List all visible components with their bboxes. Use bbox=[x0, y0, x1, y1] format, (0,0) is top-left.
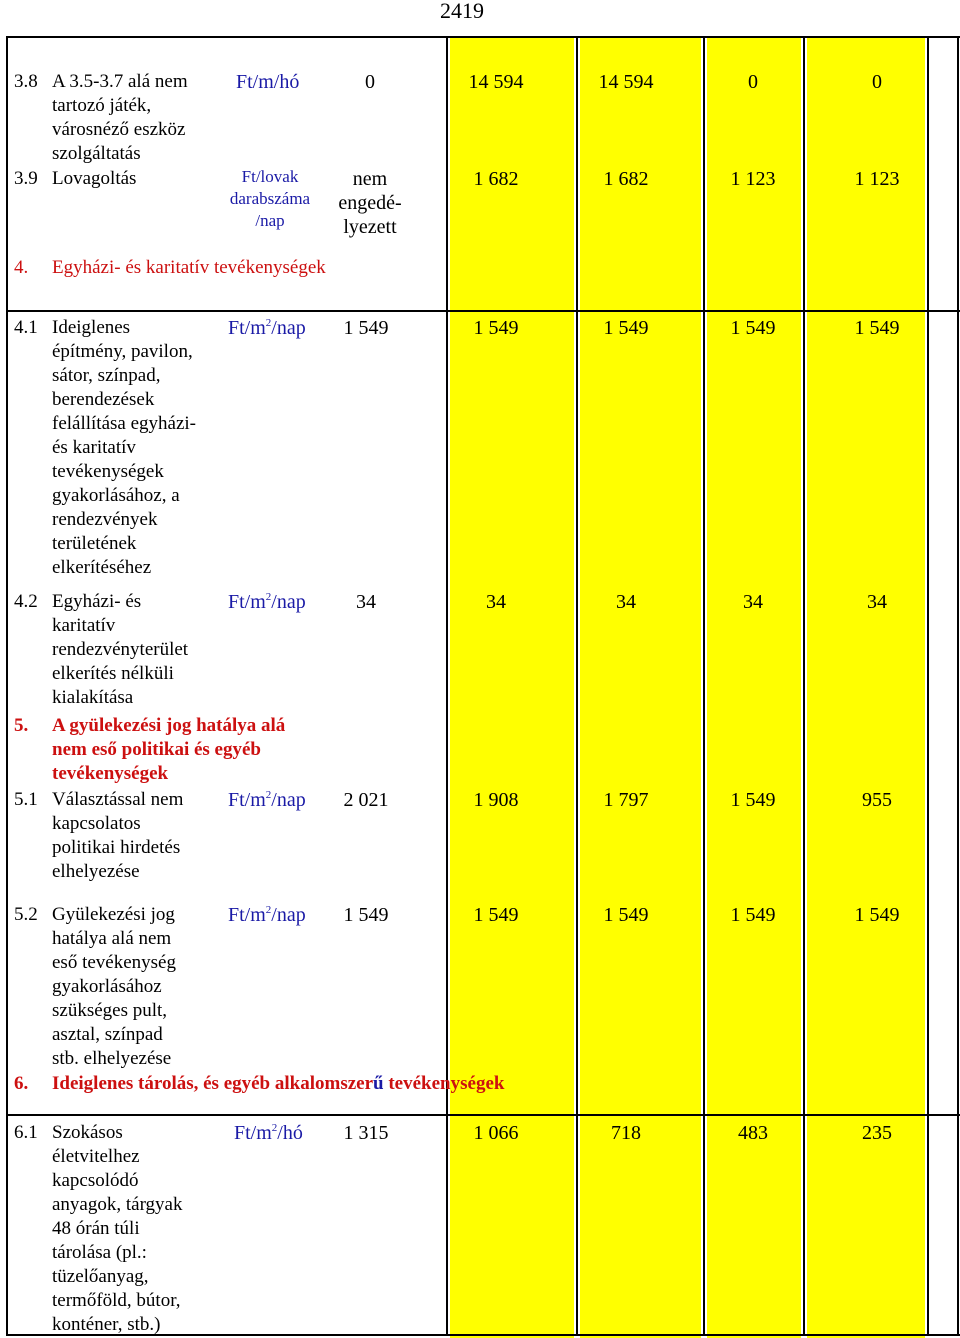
row-value-5-2-col-2: 1 549 bbox=[473, 904, 519, 926]
section-6-title-mid: ű bbox=[373, 1073, 384, 1094]
section-6-title bbox=[52, 1072, 504, 1096]
row-value-5-1-col-1: 2 021 bbox=[343, 789, 389, 811]
row-desc-6-1-line-9: konténer, stb.) bbox=[52, 1314, 161, 1335]
row-desc-5-2-line-1: Gyülekezési jog bbox=[52, 904, 175, 925]
row-value-4-1-col-3: 1 549 bbox=[603, 317, 649, 339]
row-desc-4-2-line-1: Egyházi- és bbox=[52, 591, 142, 612]
row-id-3-9: 3.9 bbox=[14, 168, 38, 189]
row-desc-4-1-line-3: sátor, színpad, bbox=[52, 365, 161, 386]
row-desc-4-1-line-4: berendezések bbox=[52, 389, 155, 410]
row-value-3-8-col-1: 0 bbox=[365, 71, 375, 93]
section-4-number: 4. bbox=[14, 257, 29, 278]
row-unit-3-9-line-1: Ft/lovak bbox=[241, 167, 299, 186]
section-4-title: Egyházi- és karitatív tevékenységek bbox=[52, 257, 326, 278]
row-unit-3-9-line-3: /nap bbox=[255, 211, 285, 230]
row-value-4-1-col-1: 1 549 bbox=[343, 317, 389, 339]
section-6-divider bbox=[6, 1114, 960, 1116]
row-value-6-1-col-2: 1 066 bbox=[473, 1122, 519, 1144]
row-desc-4-1-line-5: felállítása egyházi- bbox=[52, 413, 197, 434]
section-4-divider bbox=[6, 310, 960, 312]
row-desc-4-1-line-2: építmény, pavilon, bbox=[52, 341, 193, 362]
row-value-3-8-col-4: 0 bbox=[748, 71, 758, 93]
section-5-title-line-1: A gyülekezési jog hatálya alá bbox=[52, 715, 286, 736]
row-desc-6-1-line-7: tüzelőanyag, bbox=[52, 1266, 149, 1287]
section-6-number: 6. bbox=[14, 1073, 29, 1094]
row-desc-6-1-line-3: kapcsolódó bbox=[52, 1170, 139, 1191]
row-unit-3-8: Ft/m/hó bbox=[236, 71, 300, 93]
section-6-title-suffix: tevékenységek bbox=[383, 1073, 505, 1094]
row-value-6-1-col-1: 1 315 bbox=[343, 1122, 389, 1144]
row-value-5-1-col-3: 1 797 bbox=[603, 789, 649, 811]
row-desc-5-2-line-2: hatálya alá nem bbox=[52, 928, 172, 949]
row-desc-6-1-line-5: 48 órán túli bbox=[52, 1218, 140, 1239]
row-value-4-2-col-2: 34 bbox=[486, 591, 506, 613]
table-right-border bbox=[957, 36, 959, 1336]
row-id-4-1: 4.1 bbox=[14, 317, 38, 338]
row-value-5-2-col-4: 1 549 bbox=[730, 904, 776, 926]
row-desc-5-2-line-5: szükséges pult, bbox=[52, 1000, 168, 1021]
row-desc-4-2-line-2: karitatív bbox=[52, 615, 116, 636]
row-unit-3-9-line-2: darabszáma bbox=[229, 189, 311, 208]
row-value-5-1-col-2: 1 908 bbox=[473, 789, 519, 811]
row-value-4-2-col-4: 34 bbox=[743, 591, 763, 613]
row-value-4-1-col-5: 1 549 bbox=[854, 317, 900, 339]
row-desc-3-8-line-3: városnéző eszköz bbox=[52, 119, 186, 140]
row-desc-4-1-line-10: területének bbox=[52, 533, 137, 554]
row-value-3-9-col-5: 1 123 bbox=[854, 168, 900, 190]
row-value-5-1-col-5: 955 bbox=[862, 789, 892, 811]
row-value-3-8-col-3: 14 594 bbox=[598, 71, 654, 93]
row-desc-6-1-line-1: Szokásos bbox=[52, 1122, 123, 1143]
row-value-4-1-col-4: 1 549 bbox=[730, 317, 776, 339]
row-value-6-1-col-5: 235 bbox=[862, 1122, 892, 1144]
row-value-6-1-col-4: 483 bbox=[738, 1122, 768, 1144]
row-id-3-8: 3.8 bbox=[14, 71, 38, 92]
row-value-5-2-col-1: 1 549 bbox=[343, 904, 389, 926]
row-desc-5-2-line-7: stb. elhelyezése bbox=[52, 1048, 172, 1069]
row-value-6-1-col-3: 718 bbox=[611, 1122, 641, 1144]
table-top-border bbox=[6, 36, 960, 38]
row-id-4-2: 4.2 bbox=[14, 591, 38, 612]
section-5-title-line-3: tevékenységek bbox=[52, 763, 169, 784]
row-desc-5-2-line-3: eső tevékenység bbox=[52, 952, 176, 973]
row-unit-5-1: $Ft/m^2$/nap bbox=[228, 789, 306, 811]
row-desc-6-1-line-6: tárolása (pl.: bbox=[52, 1242, 147, 1263]
table-left-border bbox=[6, 36, 8, 1336]
row-value-3-8-col-2: 14 594 bbox=[468, 71, 524, 93]
row-desc-4-1-line-1: Ideiglenes bbox=[52, 317, 131, 338]
row-desc-4-1-line-6: és karitatív bbox=[52, 437, 136, 458]
row-value-4-2-col-5: 34 bbox=[867, 591, 887, 613]
row-id-6-1: 6.1 bbox=[14, 1122, 38, 1143]
row-value-5-2-col-5: 1 549 bbox=[854, 904, 900, 926]
row-desc-5-1-line-2: kapcsolatos bbox=[52, 813, 141, 834]
row-desc-5-2-line-6: asztal, színpad bbox=[52, 1024, 163, 1045]
row-value-3-9-col-1-line-3: lyezett bbox=[343, 216, 397, 238]
row-desc-5-1-line-3: politikai hirdetés bbox=[52, 837, 181, 858]
section-6-title-prefix: Ideiglenes tárolás, és egyéb alkalomszer bbox=[52, 1073, 374, 1094]
row-desc-4-2-line-5: kialakítása bbox=[52, 687, 134, 708]
row-value-3-9-col-3: 1 682 bbox=[603, 168, 649, 190]
grid-line bbox=[927, 36, 929, 1336]
row-desc-5-2-line-4: gyakorlásához bbox=[52, 976, 162, 997]
row-id-5-1: 5.1 bbox=[14, 789, 38, 810]
row-unit-4-2: $Ft/m^2$/nap bbox=[228, 591, 306, 613]
row-desc-6-1-line-2: életvitelhez bbox=[52, 1146, 140, 1167]
row-unit-6-1: $Ft/m^2/hó$ bbox=[234, 1122, 303, 1144]
row-unit-4-1: $Ft/m^2$/nap bbox=[228, 317, 306, 339]
row-desc-3-9: Lovagoltás bbox=[52, 168, 137, 189]
row-desc-4-1-line-9: rendezvények bbox=[52, 509, 158, 530]
row-value-4-2-col-3: 34 bbox=[616, 591, 636, 613]
row-value-3-9-col-1-line-1: nem bbox=[352, 168, 388, 190]
row-id-5-2: 5.2 bbox=[14, 904, 38, 925]
row-desc-6-1-line-8: termőföld, bútor, bbox=[52, 1290, 181, 1311]
row-desc-3-8-line-1: A 3.5-3.7 alá nem bbox=[52, 71, 188, 92]
section-5-title-line-2: nem eső politikai és egyéb bbox=[52, 739, 261, 760]
row-desc-5-1-line-4: elhelyezése bbox=[52, 861, 140, 882]
section-5-number: 5. bbox=[14, 715, 29, 736]
row-desc-4-1-line-7: tevékenységek bbox=[52, 461, 164, 482]
row-desc-4-1-line-8: gyakorlásához, a bbox=[52, 485, 180, 506]
row-value-3-9-col-2: 1 682 bbox=[473, 168, 519, 190]
row-desc-3-8-line-2: tartozó játék, bbox=[52, 95, 152, 116]
row-desc-5-1-line-1: Választással nem bbox=[52, 789, 184, 810]
grid-line bbox=[803, 36, 805, 1336]
row-value-3-9-col-4: 1 123 bbox=[730, 168, 776, 190]
row-value-3-9-col-1-line-2: engedé- bbox=[338, 192, 402, 214]
row-value-4-1-col-2: 1 549 bbox=[473, 317, 519, 339]
row-desc-4-1-line-11: elkerítéséhez bbox=[52, 557, 152, 578]
row-desc-4-2-line-4: elkerítés nélküli bbox=[52, 663, 174, 684]
row-desc-6-1-line-4: anyagok, tárgyak bbox=[52, 1194, 183, 1215]
row-value-3-8-col-5: 0 bbox=[872, 71, 882, 93]
row-unit-5-2: $Ft/m^2$/nap bbox=[228, 904, 306, 926]
row-value-5-2-col-3: 1 549 bbox=[603, 904, 649, 926]
row-value-4-2-col-1: 34 bbox=[356, 591, 376, 613]
row-value-5-1-col-4: 1 549 bbox=[730, 789, 776, 811]
page-number: 2419 bbox=[440, 0, 484, 23]
row-desc-4-2-line-3: rendezvényterület bbox=[52, 639, 189, 660]
row-desc-3-8-line-4: szolgáltatás bbox=[52, 143, 141, 164]
